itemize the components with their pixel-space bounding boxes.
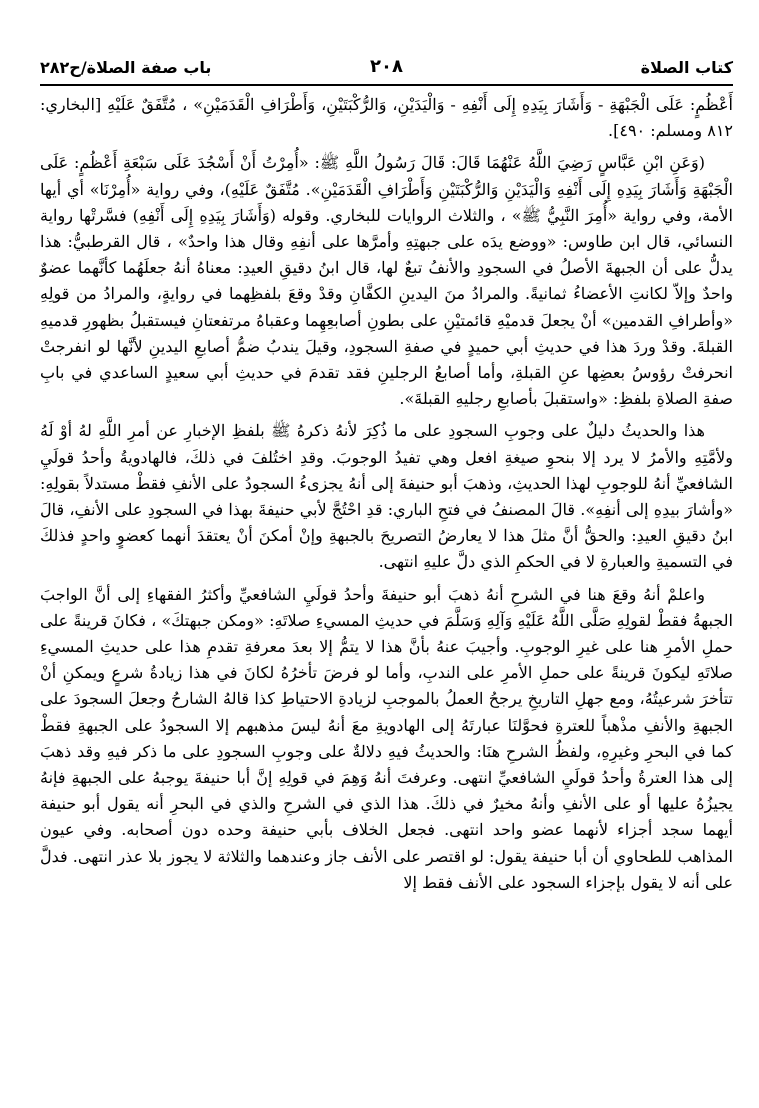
header-rule: [40, 84, 733, 86]
paragraph-2: (وَعَنِ ابْنِ عَبَّاسٍ رَضِيَ اللَّهُ عَنْهُمَا قَالَ: قَالَ رَسُولُ اللَّهِ ﷺ: «أُمِرْتُ أَنْ أَسْجُدَ عَلَى سَبْعَةِ أَعْظُمٍ: عَلَى الْجَبْهَةِ وَأَشَارَ بِيَدِهِ إِلَى أَنْفِهِ وَالْيَدَيْنِ وَالرُّكْبَتَيْنِ وَأَطْرَافِ الْقَدَمَيْنِ». مُتَّفَقٌ عَلَيْهِ)، وفي رواية «أُمِرْنَا» أي أيها الأمة، وفي رواية «أُمِرَ النَّبِيُّ ﷺ» ، والثلاث الروايات للبخاري. وقوله (وَأَشَارَ بِيَدِهِ إِلَى أَنْفِهِ) فسَّرتْها رواية النسائي، قال ابن طاوس: «ووضع يدَه على جبهتِهِ وأمرَّها على أنفِهِ وقال هذا واحدٌ» ، قال القرطبيُّ: هذا يدلُّ على أن الجبهةَ الأصلُ في السجودِ والأنفُ تبعٌ لها، قال ابنُ دقيقِ العيدِ: معناهُ أنهُ جعلَهُما كأنَّهما عضوٌ واحدٌ وإلاّ لكانتِ الأعضاءُ ثمانيةً. والمرادُ منَ اليدينِ الكفَّانِ وقدْ وقعَ بلفظِهما في روايةٍ، والمرادُ من قولِهِ «وأطرافِ القدمين» أنْ يجعلَ قدميْهِ قائمتيْنِ على بطونِ أصابعِهِما وعقباهُ مرتفعتانِ فيستقبلُ بظهورِ قدميهِ القبلةَ. وقدْ وردَ هذا في حديثِ أبي حميدٍ في صفةِ السجودِ، وقيلَ يندبُ ضمُّ أصابعِ اليدينِ لأنَّها لو انفرجتْ انحرفتْ رؤوسُ بعضِها عنِ القبلةِ، وأما أصابعُ الرجلينِ فقد تقدمَ في حديثِ أبي سعيدٍ الساعدي في بابِ صفةِ الصلاةِ بلفظِ: «واستقبلَ بأصابعِ رجليهِ القبلةَ».: [40, 153, 734, 409]
paragraph-3: هذا والحديثُ دليلٌ على وجوبِ السجودِ على ما ذُكِرَ لأنهُ ذكرهُ ﷺ بلفظِ الإخبارِ عن أمرِ اللَّهِ لهُ أوْ لَهُ ولأمَّتِهِ والأمرُ لا يرد إلا بنحوِ صيغةِ افعل وهي تفيدُ الوجوبَ. وقدِ اختُلفَ في ذلكَ، فالهادويةُ وأحدُ قولَيِ الشافعيِّ أنهُ للوجوبِ لهذا الحديثِ، وذهبَ أبو حنيفةَ إلى أنهُ يجزىءُ السجودُ على الأنفِ فقطْ مستدلاً بقولِهِ: «وأشارَ بيدِهِ إلى أنفِهِ». قالَ المصنفُ في فتحِ الباري: قدِ احْتُجَّ لأبي حنيفةَ بهذا في السجودِ على الأنفِ، قالَ ابنُ دقيقِ العيدِ: والحقُّ أنَّ مثلَ هذا لا يعارضُ التصريحَ بالجبهةِ وإنْ أمكنَ أنْ يعتقدَ أنهما كعضوٍ واحدٍ فذلكَ في التسميةِ والعبارةِ لا في الحكمِ الذي دلَّ عليهِ انتهى.: [40, 421, 734, 572]
book-title: كتاب الصلاة: [640, 58, 733, 77]
chapter-title: باب صفة الصلاة/ح٢٨٢: [40, 58, 212, 77]
page-header: [40, 52, 733, 82]
paragraph-1: أَعْظُمٍ: عَلَى الْجَبْهَةِ - وَأَشَارَ بِيَدِهِ إِلَى أَنْفِهِ - وَالْيَدَيْنِ، وَالرُّكْبَتَيْنِ، وَأَطْرَافِ الْقَدَمَيْنِ» ، مُتَّفَقٌ عَلَيْهِ [البخاري: ٨١٢ ومسلم: ٤٩٠].: [40, 95, 733, 141]
page-number: ٢٠٨: [370, 56, 403, 77]
page-body: [40, 92, 733, 900]
paragraph-4: واعلمْ أنهُ وقعَ هنا في الشرحِ أنهُ ذهبَ أبو حنيفةَ وأحدُ قولَيِ الشافعيِّ وأكثرُ الفقهاءِ إلى أنَّ الواجبَ الجبهةُ فقطْ لقولِهِ صَلَّى اللَّهُ عَلَيْهِ وَآلِهِ وَسَلَّمَ في حديثِ المسيءِ صلاتَهِ: «ومكن جبهتكَ» ، فكانَ قرينةً على حملِ الأمرِ هنا على غيرِ الوجوبِ. وأجيبَ عنهُ بأنَّ هذا لا يتمُّ إلا بعدَ معرفةِ تقدمِ هذا على حديثِ المسيءِ صلاتَهِ ليكونَ قرينةً على حملِ الأمرِ على الندبِ، وأما لو فرضَ تأخرُهُ لكانَ في هذا زيادةُ شرعٍ ويمكنِ أنْ تتأخرَ شرعيتُهُ، ومع جهلِ التاريخِ يرجحُ العملُ بالموجبِ لزيادةِ الاحتياطِ كذا قالهُ الشارحُ وجعلَ السجودَ على الجبهةِ والأنفِ مذْهباً للعترةِ فحوَّلنَا عبارتَهُ إلى الهادويةِ معَ أنهُ ليسَ مذهبهم إلا السجودُ على الجبهةِ فقطْ كما في البحرِ وغيرِهِ، ولفظُ الشرحِ هنَا: والحديثُ فيهِ دلالةٌ على وجوبِ السجودِ على ما ذكر فيهِ وقد ذهبَ إلى هذا العترةُ وأحدُ قولَيِ الشافعيِّ انتهى. وعرفتَ أنهُ وَهِمَ في قولِهِ إنَّ أبا حنيفةَ يوجبهُ على الجبهةِ فإنهُ يجيزُهُ عليها أو على الأنفِ وأنهُ مخيرٌ في ذلكَ. هذا الذي في الشرحِ والذي في البحرِ أنه يقول أبو حنيفة أيهما سجد أجزاء لأنهما عضو واحد انتهى. فجعل الخلاف بأبي حنيفة وحده دون أصحابه. وفي عيون المذاهب للطحاوي أن أبا حنيفة يقول: لو اقتصر على الأنف جاز وعندهما والثلاثة لا يجوز بلا عذر انتهى. فدلَّ على أنه لا يقول بإجزاء السجود على الأنف فقط إلا: [40, 584, 733, 892]
